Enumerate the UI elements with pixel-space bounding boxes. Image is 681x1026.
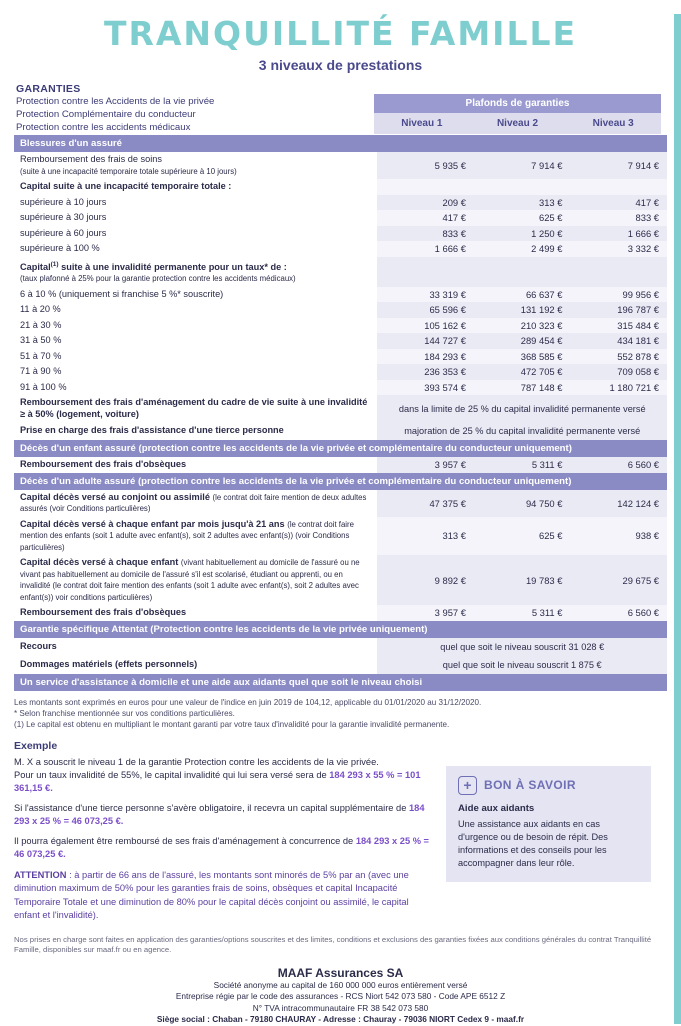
table-row xyxy=(14,517,667,556)
row-label: Prise en charge des frais d'assistance d'une tierce personne xyxy=(20,425,284,436)
row-value-level-2: 472 705 € xyxy=(474,364,571,380)
row-value-level-3 xyxy=(570,179,667,195)
row-value-level-3: 709 058 € xyxy=(570,364,667,380)
guarantee-line-1: Protection contre les Accidents de la vie privée xyxy=(16,96,215,107)
row-merged-value: dans la limite de 25 % du capital invalidité permanente versé xyxy=(377,395,667,422)
card-body: Une assistance aux aidants en cas d'urgence ou de besoin de répit. Des informations et des conseils pour les accompagner dans leur rôle. xyxy=(458,818,608,868)
row-value-level-1: 236 353 € xyxy=(377,364,474,380)
row-value-level-3: 1 180 721 € xyxy=(570,380,667,396)
guarantee-line-2: Protection Complémentaire du conducteur xyxy=(16,109,196,120)
row-label: Capital décès versé à chaque enfant (vivant habituellement au domicile de l'assuré ou ne vivant pas habituellement au domicile de l'assuré s'il est scolarisé, étudiant ou apprenti, ou en invalidité (le contrat doit faire mention des enfants (soit 1 adulte avec enfant(s), soit 2 adultes avec enfant(s)) voir conditions particulières) xyxy=(20,557,360,602)
row-label: supérieure à 30 jours xyxy=(20,212,107,222)
row-value-level-3: 417 € xyxy=(570,195,667,211)
levels-columns xyxy=(374,113,661,134)
row-value-level-2 xyxy=(474,179,571,195)
section-band xyxy=(14,440,667,457)
example-p1-text: M. X a souscrit le niveau 1 de la garantie Protection contre les accidents de la vie privée. xyxy=(14,756,379,767)
table-row xyxy=(14,195,667,211)
table-row xyxy=(14,152,667,179)
row-value-level-1: 3 957 € xyxy=(377,457,474,473)
guarantees-heading: GARANTIES xyxy=(16,83,81,95)
section-title: Blessures d'un assuré xyxy=(14,135,667,152)
footnote-2: * Selon franchise mentionnée sur vos conditions particulières. xyxy=(14,708,235,718)
row-value-level-1: 65 596 € xyxy=(377,302,474,318)
row-value-level-3: 142 124 € xyxy=(570,490,667,517)
row-value-level-1: 9 892 € xyxy=(377,555,474,605)
attention-block xyxy=(14,869,434,923)
row-value-level-2: 94 750 € xyxy=(474,490,571,517)
footer-address: Siège social : Chaban - 79180 CHAURAY - Adresse : Chauray - 79036 NIORT Cedex 9 - maaf.fr xyxy=(156,1014,525,1025)
level-column-3: Niveau 3 xyxy=(592,118,634,129)
row-label: Capital$^{(1)}$ suite à une invalidité permanente pour un taux* de : (taux plafonné à 25% pour la garantie protection contre les accidents médicaux) xyxy=(20,260,296,284)
row-label: Dommages matériels (effets personnels) xyxy=(20,658,198,669)
example-paragraph-1 xyxy=(14,756,434,795)
footer-line-3: N° TVA intracommunautaire FR 38 542 073 580 xyxy=(252,1002,429,1013)
row-label: supérieure à 100 % xyxy=(20,243,100,253)
table-row xyxy=(14,287,667,303)
row-value-level-3 xyxy=(570,257,667,287)
card-subtitle: Aide aux aidants xyxy=(458,802,535,814)
row-value-level-2: 1 250 € xyxy=(474,226,571,242)
levels-block xyxy=(374,94,661,134)
row-value-level-1: 833 € xyxy=(377,226,474,242)
example-heading: Exemple xyxy=(14,739,58,752)
row-label: supérieure à 10 jours xyxy=(20,196,107,207)
row-label: 91 à 100 % xyxy=(20,381,67,392)
bon-a-savoir-card xyxy=(446,766,651,882)
row-value-level-3: 196 787 € xyxy=(570,302,667,318)
row-value-level-3: 6 560 € xyxy=(570,605,667,621)
example-paragraph-3 xyxy=(14,835,434,861)
row-value-level-2: 210 323 € xyxy=(474,318,571,334)
row-label: Remboursement des frais d'obsèques xyxy=(20,459,187,470)
footer-line-1: Société anonyme au capital de 160 000 000 euros entièrement versé xyxy=(213,979,468,990)
level-column-1: Niveau 1 xyxy=(401,118,443,129)
example-p4-text: Il pourra également être remboursé de ses frais d'aménagement à concurrence de xyxy=(14,835,354,846)
table-row xyxy=(14,210,667,226)
row-label: Capital décès versé au conjoint ou assimilé (le contrat doit faire mention de deux adultes assurés (voir Conditions particulières) xyxy=(20,491,367,514)
row-label: Capital suite à une incapacité temporaire totale : xyxy=(20,181,232,191)
section-band xyxy=(14,473,667,490)
row-value-level-1: 105 162 € xyxy=(377,318,474,334)
row-label: 6 à 10 % (uniquement si franchise 5 %* souscrite) xyxy=(20,288,224,299)
final-band-text: Un service d'assistance à domicile et une aide aux aidants quel que soit le niveau choisi xyxy=(14,674,667,691)
row-value-level-3: 3 332 € xyxy=(570,241,667,257)
row-value-level-2: 787 148 € xyxy=(474,380,571,396)
card-header xyxy=(458,776,639,795)
table-row xyxy=(14,333,667,349)
row-label: Recours xyxy=(20,640,57,651)
row-value-level-3: 99 956 € xyxy=(570,287,667,303)
lower-section xyxy=(14,740,667,923)
row-value-level-2: 5 311 € xyxy=(474,457,571,473)
guarantee-line-3: Protection contre les accidents médicaux xyxy=(16,122,191,133)
example-p3-highlight: 184 293 x 25 % = 46 073,25 €. xyxy=(14,802,425,826)
section-title: Décès d'un adulte assuré (protection contre les accidents de la vie privée et complémentaire du conducteur uniquement) xyxy=(14,473,667,490)
row-label: supérieure à 60 jours xyxy=(20,227,107,238)
footnotes xyxy=(14,697,667,730)
table-row xyxy=(14,395,667,422)
row-label: 51 à 70 % xyxy=(20,350,62,361)
table-row xyxy=(14,179,667,195)
table-row xyxy=(14,490,667,517)
table-row xyxy=(14,457,667,473)
row-value-level-1: 417 € xyxy=(377,210,474,226)
card-title: BON À SAVOIR xyxy=(484,778,576,793)
row-merged-value: majoration de 25 % du capital invalidité permanente versé xyxy=(377,422,667,440)
row-value-level-2: 625 € xyxy=(474,517,571,556)
footer-line-2: Entreprise régie par le code des assurances - RCS Niort 542 073 580 - Code APE 6512 Z xyxy=(175,991,506,1002)
row-value-level-2 xyxy=(474,257,571,287)
row-merged-value: quel que soit le niveau souscrit 31 028 € xyxy=(377,638,667,656)
levels-header: Plafonds de garanties xyxy=(374,94,661,113)
row-value-level-1 xyxy=(377,179,474,195)
table-row xyxy=(14,318,667,334)
table-row xyxy=(14,422,667,440)
table-row xyxy=(14,302,667,318)
row-value-level-3: 434 181 € xyxy=(570,333,667,349)
table-row xyxy=(14,349,667,365)
attention-text: : à partir de 66 ans de l'assuré, les montants sont minorés de 5% par an (avec une diminution maximum de 50% pour les garanties frais de soins, obsèques et capital Incapacité Temporaire Totale et une diminution de 80% pour le capital décès conjoint ou assimilé, le capital enfant et l'invalidité). xyxy=(14,869,409,921)
row-value-level-1: 47 375 € xyxy=(377,490,474,517)
benefits-table xyxy=(14,135,667,691)
table-row xyxy=(14,241,667,257)
table-row xyxy=(14,605,667,621)
section-title: Garantie spécifique Attentat (Protection contre les accidents de la vie privée uniquement) xyxy=(14,621,667,638)
row-label: Remboursement des frais d'aménagement du cadre de vie suite à une invalidité ≥ à 50% (logement, voiture) xyxy=(20,397,368,419)
row-value-level-3: 315 484 € xyxy=(570,318,667,334)
row-value-level-2: 5 311 € xyxy=(474,605,571,621)
section-band xyxy=(14,135,667,152)
table-row xyxy=(14,656,667,674)
row-value-level-3: 6 560 € xyxy=(570,457,667,473)
page-edge-bar xyxy=(674,14,681,1024)
example-p2-text: Pour un taux invalidité de 55%, le capital invalidité qui lui sera versé sera de xyxy=(14,769,327,780)
row-value-level-1: 184 293 € xyxy=(377,349,474,365)
row-label: Capital décès versé à chaque enfant par mois jusqu'à 21 ans (le contrat doit faire mention des enfants (soit 1 adulte avec enfant(s), soit 2 adultes avec enfant(s)) (voir Conditions particulières) xyxy=(20,518,354,552)
final-band-row xyxy=(14,674,667,691)
row-value-level-1: 5 935 € xyxy=(377,152,474,179)
table-row xyxy=(14,638,667,656)
row-value-level-3: 552 878 € xyxy=(570,349,667,365)
row-label: 21 à 30 % xyxy=(20,319,62,330)
row-value-level-1: 33 319 € xyxy=(377,287,474,303)
row-value-level-3: 1 666 € xyxy=(570,226,667,242)
footnote-3: (1) Le capital est obtenu en multipliant le montant garanti par votre taux d'invalidité pour la garantie invalidité permanente. xyxy=(14,719,450,729)
row-value-level-1: 313 € xyxy=(377,517,474,556)
row-value-level-2: 625 € xyxy=(474,210,571,226)
row-label: 31 à 50 % xyxy=(20,335,62,346)
row-value-level-3: 7 914 € xyxy=(570,152,667,179)
row-value-level-2: 66 637 € xyxy=(474,287,571,303)
footer-company: MAAF Assurances SA xyxy=(277,965,404,980)
table-row xyxy=(14,380,667,396)
row-value-level-1: 144 727 € xyxy=(377,333,474,349)
example-block xyxy=(14,740,434,923)
row-value-level-2: 19 783 € xyxy=(474,555,571,605)
table-row xyxy=(14,555,667,605)
section-title: Décès d'un enfant assuré (protection contre les accidents de la vie privée et complémentaire du conducteur uniquement) xyxy=(14,440,667,457)
row-value-level-3: 29 675 € xyxy=(570,555,667,605)
plus-icon: + xyxy=(458,776,477,795)
row-label: Remboursement des frais de soins (suite à une incapacité temporaire totale supérieure à 10 jours) xyxy=(20,154,237,176)
row-merged-value: quel que soit le niveau souscrit 1 875 € xyxy=(377,656,667,674)
table-row xyxy=(14,257,667,287)
row-value-level-1: 393 574 € xyxy=(377,380,474,396)
guarantees-header-row xyxy=(14,83,667,134)
section-band xyxy=(14,621,667,638)
level-column-2: Niveau 2 xyxy=(496,118,539,129)
row-value-level-2: 289 454 € xyxy=(474,333,571,349)
page-title: TRANQUILLITÉ FAMILLE xyxy=(103,14,578,53)
example-p3-text: Si l'assistance d'une tierce personne s'avère obligatoire, il recevra un capital supplémentaire de xyxy=(14,802,407,813)
row-value-level-2: 7 914 € xyxy=(474,152,571,179)
footnote-1: Les montants sont exprimés en euros pour une valeur de l'indice en juin 2019 de 104,12, applicable du 01/01/2020 au 31/12/2020. xyxy=(14,697,482,707)
row-value-level-1: 3 957 € xyxy=(377,605,474,621)
row-value-level-1: 209 € xyxy=(377,195,474,211)
table-row xyxy=(14,226,667,242)
example-paragraph-2 xyxy=(14,802,434,828)
row-label: 71 à 90 % xyxy=(20,366,62,377)
example-p2-highlight: 184 293 x 55 % = 101 361,15 €. xyxy=(14,769,421,793)
row-value-level-2: 368 585 € xyxy=(474,349,571,365)
footer xyxy=(14,966,667,1026)
row-value-level-1: 1 666 € xyxy=(377,241,474,257)
row-value-level-3: 938 € xyxy=(570,517,667,556)
disclaimer: Nos prises en charge sont faites en application des garanties/options souscrites et des limites, conditions et exclusions des garanties fixées aux conditions générales du contrat Tranquillité Famille, disponibles sur maaf.fr ou en agence. xyxy=(14,934,652,955)
row-label: Remboursement des frais d'obsèques xyxy=(20,607,187,618)
row-value-level-2: 131 192 € xyxy=(474,302,571,318)
example-p4-highlight: 184 293 x 25 % = 46 073,25 €. xyxy=(14,835,429,859)
row-value-level-2: 313 € xyxy=(474,195,571,211)
table-row xyxy=(14,364,667,380)
row-value-level-1 xyxy=(377,257,474,287)
guarantees-block xyxy=(14,83,374,134)
row-label: 11 à 20 % xyxy=(20,304,61,315)
document-page xyxy=(0,14,681,1024)
attention-label: ATTENTION xyxy=(14,869,67,880)
row-value-level-3: 833 € xyxy=(570,210,667,226)
page-subtitle: 3 niveaux de prestations xyxy=(258,57,423,73)
row-value-level-2: 2 499 € xyxy=(474,241,571,257)
